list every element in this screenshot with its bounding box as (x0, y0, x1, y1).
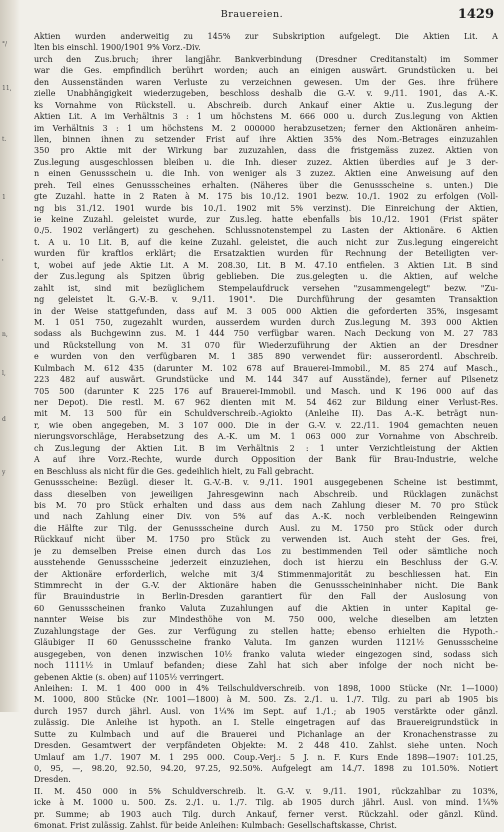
text-line: Genussscheine: Bezügl. dieser lt. G.-V.-B. v. 9./11. 1901 ausgegebenen Scheine ist bestimmt, (34, 478, 498, 488)
gutter-mark: 1 (2, 194, 6, 201)
text-line: Umlauf am 1./7. 1907 M. 1 295 000. Coup.-Verj.: 5 J. n. F. Kurs Ende 1898—1907: 101.25, (34, 752, 498, 762)
text-line: ner Depot). Die restl. M. 67 962 dienten mit M. 54 462 zur Bildung einer Verlust-Res. (34, 398, 498, 407)
text-line: en Beschluss als nicht für die Ges. gedeihlich hielt, zu Fall gebracht. (34, 466, 315, 476)
text-line: Gläubiger II 60 Genussscheine franko Valuta. Im ganzen wurden 1121½ Genussscheine (34, 638, 498, 648)
page-number: 1429 (457, 7, 494, 22)
text-line: den Aussenständen waren Verluste zu verzeichnen gewesen. Um der Ges. ihre frühere (34, 77, 498, 87)
text-line: die Hälfte zur Tilg. der Genussscheine durch Ausl. zu M. 1750 pro Stück oder durch (34, 523, 498, 533)
gutter-marks (2, 40, 18, 477)
text-line: nannter Weise bis zur Mindesthöhe von M. 750 000, welche dieselben am letzten (34, 615, 498, 625)
text-line: mit M. 13 500 für ein Schuldverschreib.-Agiokto (Anleihe II). Das A.-K. beträgt nun- (34, 409, 498, 419)
text-line: Aktien Lit. A im Verhältnis 3 : 1 um höchstens M. 666 000 u. durch Zus.legung von Aktien (34, 112, 498, 122)
text-line: t. A u. 10 Lit. B, auf die keine Zuzahl. geleistet, die auch nicht zur Zus.legung eingereicht (34, 237, 498, 247)
text-line: Zuzahlungstage der Ges. zur Verfügung zu stellen hatte; ebenso erhielten die Hypoth.- (34, 626, 498, 636)
gutter-mark: d (2, 416, 6, 423)
text-line: r, wie oben angegeben, M. 3 107 000. Die in der G.-V. v. 22./11. 1904 gemachten neuen (34, 420, 498, 430)
text-line: Kulmbach M. 612 435 (darunter M. 102 678 auf Brauerei-Immobil., M. 85 274 auf Masch., (34, 363, 498, 373)
text-line: ng bis 31./12. 1901 wurde bis 10./1. 1902 mit 5% verzinst). Die Einreichung der Aktien, (34, 203, 498, 213)
text-line: 223 482 auf auswärt. Grundstücke und M. 144 347 auf Ausstände), ferner auf Pilsenetz (34, 375, 498, 385)
text-line: der Aktionäre erforderlich, welche mit 3/4 Stimmenmajorität zu beschliessen hat. Ein (34, 569, 498, 579)
text-line: 350 pro Aktie mit der Wirkung bar zuzuzahlen, dass die fristgemäss zuzez. Aktien von (34, 146, 498, 156)
text-line: ie keine Zuzahl. geleistet wurde, zur Zus.leg. hatte ebenfalls bis 10./12. 1901 (Frist später (34, 215, 498, 224)
text-line: Dresden. (34, 775, 71, 785)
text-line: t, wobei auf jede Aktie Lit. A M. 208.30, Lit. B M. 47.10 entfielen. 3 Aktien Lit. B sind (34, 260, 498, 270)
text-line: 0, 95, —, 98.20, 92.50, 94.20, 97.25, 92.50%. Aufgelegt am 14./7. 1898 zu 101.50%. Notiert (34, 764, 498, 773)
text-line: zielle Unabhängigkeit wiederzugeben, beschloss deshalb die G.-V. v. 9./11. 1901, das A.-K. (34, 89, 498, 99)
text-line: Sutte zu Kulmbach und auf die Brauerei und Pichanlage an der Kronachenstrasse zu (34, 729, 498, 739)
text-line: e wurden von den verfügbaren M. 1 385 890 verwendet für: ausserordentl. Abschreib. (34, 352, 498, 362)
text-line: dass dieselben von jeweiligen Jahresgewinn nach Abschreib. und Rücklagen zunächst (34, 489, 498, 499)
text-line: M. 1000, 800 Stücke (Nr. 1001—1800) à M. 500. Zs. 2./1. u. 1./7. Tilg. zu pari ab 1905 bis (34, 695, 498, 705)
text-line: lten bis einschl. 1900/1901 9% Vorz.-Div. (34, 43, 201, 53)
page-gutter (0, 0, 20, 712)
text-line: Rückkauf nicht über M. 1750 pro Stück zu verwenden ist. Auch steht der Ges. frei, (34, 535, 498, 545)
text-line: bis M. 70 pro Stück erhalten und dass aus dem nach Zahlung dieser M. 70 pro Stück (34, 500, 498, 510)
text-line: zulässig. Die Anleihe ist hypoth. an I. Stelle eingetragen auf das Brauereigrundstück in (34, 718, 498, 728)
text-line: 705 500 (darunter K 225 176 auf Brauerei-Immobil. und Masch. und K 196 000 auf das (34, 386, 498, 396)
text-line: Stimmrecht in der G.-V. der Aktionäre haben die Genussscheininhaber nicht. Die Bank (34, 581, 498, 590)
text-line: Zus.legung ausgeschlossen bleiben u. die Inh. dieser zuzez. Aktien überdies auf je 3 der- (34, 157, 498, 167)
gutter-mark: ' (2, 259, 4, 266)
running-title: Brauereien. (220, 9, 284, 20)
text-line: ks Vornahme von Rückstell. u. Abschreib. durch Ankauf einer Aktie u. Zus.legung der (34, 100, 498, 110)
text-line: gte Zuzahl. hatte in 2 Raten à M. 175 bis 10./12. 1901 bezw. 10./1. 1902 zu erfolgen (Voll- (34, 192, 498, 202)
gutter-mark: 11, (2, 85, 12, 92)
gutter-mark: n, (2, 331, 8, 338)
text-line: ng geleistet lt. G.-V.-B. v. 9./11. 1901". Die Durchführung der gesamten Transaktion (34, 295, 498, 305)
text-line: noch 1111½ in Umlauf befanden; diese Zahl hat sich aber infolge der noch nicht be- (34, 661, 498, 671)
text-line: llen, binnen ihnen zu setzender Frist auf ihre Aktien 35% des Nom.-Betrages einzuzahlen (34, 134, 498, 144)
text-line: der Zus.legung als Spitzen übrig geblieben. Die zus.gelegten u. die Aktien, auf welche (34, 272, 498, 282)
text-line: 0./5. 1902 verlängert) zu geschehen. Schlussnotenstempel zu Lasten der Aktionäre. 6 Aktien (34, 226, 498, 236)
text-line: in der Weise stattgefunden, dass auf M. 3 005 000 Aktien die geforderten 35%, insgesamt (34, 306, 498, 316)
text-line: pr. Summe; ab 1903 auch Tilg. durch Ankauf, ferner verst. Rückzahl. oder gänzl. Künd. (34, 809, 498, 819)
text-line: urch den Zus.bruch; ihrer langjähr. Bankverbindung (Dresdner Creditanstalt) im Sommer (34, 54, 498, 64)
gutter-mark: t. (2, 136, 7, 143)
text-line: A auf ihre Vorz.-Rechte, wurde durch Opposition der Bank für Brau-Industrie, welche (34, 455, 498, 465)
text-line: durch 1957 durch jährl. Ausl. von 1¼% im Sept. auf 1./1.; ab 1905 verstärkte oder gänzl. (34, 706, 498, 716)
text-line: sodass als Buchgewinn zus. M. 1 444 750 verfügbar waren. Nach Deckung von M. 27 783 (34, 329, 498, 339)
text-line: 60 Genussscheinen franko Valuta Zuzahlungen auf die Aktien in unter Kapital ge- (34, 603, 498, 613)
text-line: und nach Zahlung einer Div. von 5% auf das A.-K. noch verbleibenden Reingewinn (34, 512, 498, 522)
text-line: wurden für kraftlos erklärt; die Ersatzaktien wurden für Rechnung der Beteiligten ver- (34, 249, 498, 259)
text-line: icke à M. 1000 u. 500. Zs. 2./1. u. 1./7. Tilg. ab 1905 durch jährl. Ausl. von mind. 1¼% (34, 798, 498, 808)
text-line: 6monat. Frist zulässig. Zahlst. für beide Anleihen: Kulmbach: Gesellschaftskasse, Christ. (34, 821, 397, 831)
text-line: für Brauindustrie in Berlin-Dresden garantiert für den Fall der Auslosung von (34, 592, 498, 602)
gutter-mark: °/ (2, 41, 8, 48)
text-line: nierungsvorschläge, Herabsetzung des A.-K. um M. 1 063 000 zur Vornahme von Abschreib. (34, 432, 498, 442)
text-line: war die Ges. empfindlich berührt worden; auch an einigen auswärt. Grundstücken u. bei (34, 66, 498, 76)
text-line: je zu demselben Preise einen durch das Los zu bestimmenden Teil oder sämtliche noch (34, 546, 498, 556)
text-line: n einen Genussschein u. die Inh. von weniger als 3 zuzez. Aktien eine Anweisung auf den (34, 169, 498, 179)
text-line: ausgegeben, von denen inzwischen 10½ franko valuta wieder eingezogen sind, sodass sich (34, 649, 498, 659)
text-line: gebenen Aktie (s. oben) auf 1105½ verringert. (34, 672, 225, 682)
text-line: zahlt ist, sind mit bezüglichem Stempelaufdruck versehen "zusammengelegt" bezw. "Zu- (34, 283, 498, 293)
text-line: M. 1 051 750, zugezahlt wurden, ausserdem wurden durch Zus.legung M. 393 000 Aktien (34, 317, 498, 327)
gutter-mark: y (2, 469, 6, 476)
text-line: II. M. 450 000 in 5% Schuldverschreib. lt. G.-V. v. 9./11. 1901, rückzahlbar zu 103%, (34, 786, 498, 796)
text-line: preh. Teil eines Genussscheines erhalten. (Näheres über die Genussscheine s. unten.) Die (34, 180, 498, 190)
page-header (0, 9, 504, 25)
text-line: Aktien wurden anderweitig zu 145% zur Subskription aufgelegt. Die Aktien Lit. A (34, 32, 498, 41)
text-line: Anleihen: I. M. 1 400 000 in 4% Teilschuldverschreib. von 1898, 1000 Stücke (Nr. 1—1000) (34, 683, 498, 693)
text-line: ch Zus.legung der Aktien Lit. B im Verhältnis 2 : 1 unter Verzichtleistung der Aktien (34, 443, 498, 453)
text-line: Dresden. Gesamtwert der verpfändeten Objekte: M. 2 448 410. Zahlst. siehe unten. Noch (34, 741, 498, 751)
text-line: ausstehende Genussscheine jederzeit einzuziehen, doch ist hierzu ein Beschluss der G.-V. (34, 558, 498, 568)
text-line: und Rückstellung von M. 31 070 für Wiederzuführung der Aktien an der Dresdner (34, 340, 498, 350)
text-line: im Verhältnis 3 : 1 um höchstens M. 2 000000 herabzusetzen; ferner den Aktionären anheim- (34, 123, 498, 133)
gutter-mark: l, (2, 370, 6, 377)
